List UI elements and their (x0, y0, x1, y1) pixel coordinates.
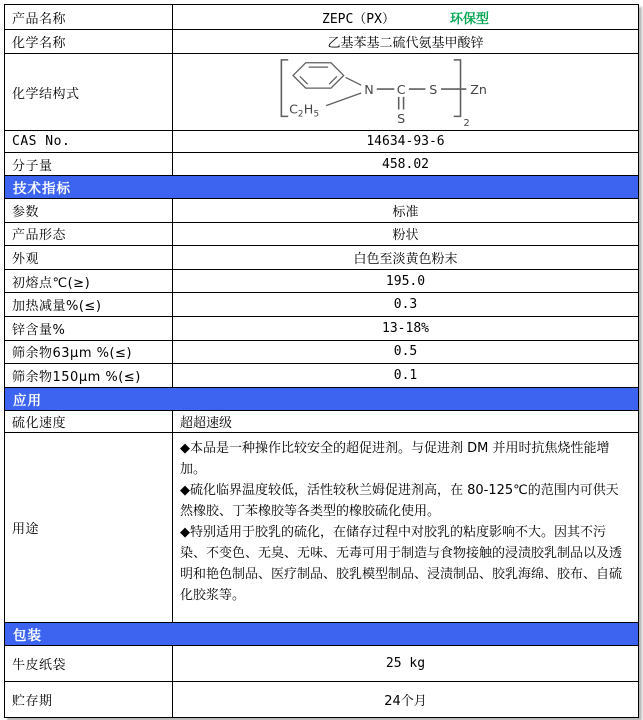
table-row (5, 270, 638, 294)
row-cas-number (5, 131, 638, 153)
param-label: 初熔点℃(≥) (5, 270, 173, 293)
row-chemical-name (5, 30, 638, 54)
param-label: 筛余物63μm %(≤) (5, 341, 173, 364)
usage-bullet-1: ◆本品是一种操作比较安全的超促进剂。与促进剂 DM 并用时抗焦烧性能增加。 (180, 440, 610, 477)
ethyl-c-sub: 2 (297, 109, 303, 120)
param-value: 195.0 (385, 273, 426, 289)
usage-bullet-2: ◆硫化临界温度较低，活性较秋兰姆促进剂高，在 80-125℃的范围内可供天然橡胶、丁苯橡胶等各类型的橡胶硫化使用。 (180, 482, 619, 519)
eco-type-badge: 环保型 (449, 11, 489, 27)
ethyl-c: C (288, 101, 298, 117)
packaging-bag-value: 25 kg (385, 655, 426, 671)
row-cure-speed (5, 411, 638, 433)
dimer-subscript: 2 (462, 118, 470, 129)
param-value: 白色至淡黄色粉末 (353, 251, 458, 267)
param-label: 锌含量% (5, 317, 173, 340)
usage-value (173, 433, 638, 622)
product-spec-table (4, 4, 639, 718)
chemical-name-value: 乙基苯基二硫代氨基甲酸锌 (327, 36, 484, 51)
chemical-structure-diagram (270, 55, 542, 129)
sulfur-chain-atom: S (428, 81, 437, 97)
cas-value: 14634-93-6 (366, 134, 445, 149)
table-row (5, 223, 638, 247)
product-code: ZEPC（PX） (322, 11, 395, 27)
usage-label: 用途 (5, 433, 173, 622)
ethyl-h-sub: 5 (313, 109, 319, 120)
param-value: 粉状 (392, 228, 419, 244)
section-header-packaging: 包装 (5, 623, 638, 646)
table-row (5, 364, 638, 388)
section-header-technical-specs: 技术指标 (5, 176, 638, 199)
param-value: 标准 (392, 204, 419, 220)
param-value: 0.5 (393, 344, 418, 360)
param-label: 筛余物150μm %(≤) (5, 364, 173, 387)
param-label: 加热减量%(≤) (5, 293, 173, 316)
storage-period-value: 24个月 (384, 693, 427, 709)
param-label: 外观 (5, 246, 173, 269)
product-name-value (173, 5, 638, 29)
usage-bullet-3: ◆特别适用于胶乳的硫化，在储存过程中对胶乳的粘度影响不大。因其不污染、不变色、无臭、无味、无毒可用于制造与食物接触的浸渍胶乳制品以及透明和艳色制品、医疗制品、胶乳模型制品、浸渍制品、胶乳海绵、胶布、自硫化胶浆等。 (180, 524, 623, 603)
param-label: 产品形态 (5, 223, 173, 246)
row-molecular-weight (5, 153, 638, 176)
section-header-application: 应用 (5, 388, 638, 411)
usage-bullets (180, 438, 630, 606)
table-row (5, 199, 638, 223)
product-name-label: 产品名称 (5, 5, 173, 29)
table-row (5, 341, 638, 365)
row-packaging-bag (5, 646, 638, 682)
row-chemical-structure (5, 54, 638, 131)
chemical-name-label: 化学名称 (5, 30, 173, 53)
row-product-name (5, 5, 638, 30)
table-row (5, 246, 638, 270)
param-value: 13-18% (382, 320, 429, 336)
packaging-bag-label: 牛皮纸袋 (5, 646, 173, 681)
table-row (5, 293, 638, 317)
param-value: 0.1 (393, 367, 418, 383)
ethyl-h: H (303, 101, 313, 117)
molecular-weight-value: 458.02 (382, 156, 429, 172)
cas-label: CAS No. (5, 131, 173, 152)
chemical-structure-cell (173, 54, 638, 130)
param-value: 0.3 (393, 297, 418, 313)
molecular-weight-label: 分子量 (5, 153, 173, 175)
cure-speed-value: 超超速级 (180, 415, 233, 431)
chemical-structure-label: 化学结构式 (5, 54, 173, 130)
row-usage (5, 433, 638, 623)
carbon-atom: C (396, 81, 406, 97)
param-label: 参数 (5, 199, 173, 222)
zinc-atom: Zn (469, 81, 487, 97)
table-row (5, 317, 638, 341)
storage-period-label: 贮存期 (5, 682, 173, 717)
row-storage-period (5, 682, 638, 717)
nitrogen-atom: N (363, 81, 374, 97)
cure-speed-label: 硫化速度 (5, 411, 173, 432)
sulfur-double-atom: S (396, 111, 405, 127)
